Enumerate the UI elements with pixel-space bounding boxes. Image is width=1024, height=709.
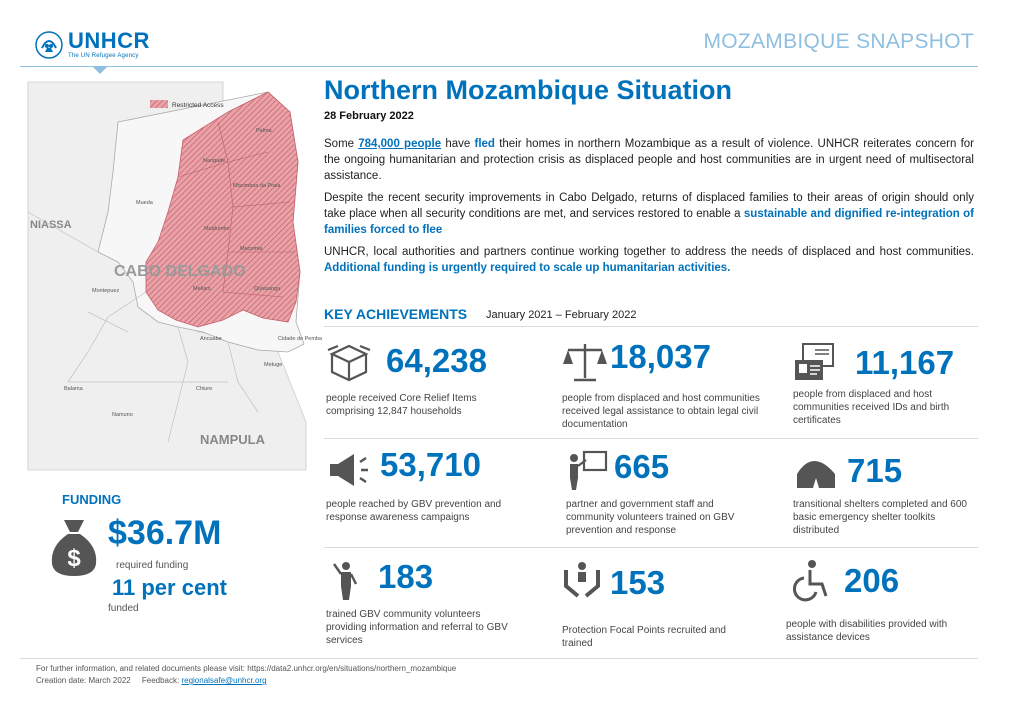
place-label: Nangade: [203, 158, 226, 164]
stat-value: 11,167: [855, 344, 955, 381]
stat-value: 18,037: [610, 338, 711, 375]
stat-value: 153: [610, 564, 666, 601]
stat-description: people reached by GBV prevention and response awareness campaigns: [326, 499, 502, 523]
id-card-icon: [793, 340, 839, 384]
place-label: Mueda: [136, 200, 153, 206]
trainer-icon: [566, 448, 612, 492]
place-label: Montepuez: [92, 288, 120, 294]
wheelchair-icon: [786, 558, 832, 602]
funding-amount: $36.7M: [108, 514, 222, 552]
funding-label: FUNDING: [62, 492, 122, 507]
stat-description: people from displaced and host communities received IDs and birth certificates: [793, 389, 950, 426]
volunteer-icon: [326, 558, 372, 602]
legend-swatch: [150, 100, 168, 108]
snapshot-title: MOZAMBIQUE SNAPSHOT: [703, 30, 974, 53]
stat-value: 53,710: [380, 446, 481, 483]
stat-description: people with disabilities provided with assistance devices: [786, 619, 948, 643]
summary-text: [324, 136, 974, 282]
header-divider: [20, 66, 978, 67]
stat-value: 64,238: [386, 342, 487, 379]
place-label: Chiure: [196, 386, 213, 392]
scales-icon: [562, 340, 608, 384]
summary-paragraph-2: Despite the recent security improvements in Cabo Delgado, returns of displaced families to their areas of origin should only take place when all security conditions are met, and services restored to enable a sustainable and dignified re-integration of families forced to flee: [324, 192, 974, 236]
place-label: Balama: [64, 386, 83, 392]
stat-description: people from displaced and host communities received legal assistance to obtain legal civil documentation: [562, 393, 760, 430]
province-label-nampula: NAMPULA: [200, 432, 265, 447]
section-divider: [324, 326, 978, 327]
stat-description: partner and government staff and community volunteers trained on GBV prevention and response: [566, 499, 735, 536]
stat-value: 183: [378, 558, 434, 595]
stat-description: people received Core Relief Items comprising 12,847 households: [326, 393, 477, 417]
unhcr-logo[interactable]: [34, 30, 150, 60]
creation-date: Creation date: March 2022: [36, 676, 131, 685]
footer-info-line: For further information, and related documents please visit: https://data2.unhcr.org/en/situations/northern_mozambique: [36, 664, 457, 673]
stat-value: 715: [847, 452, 903, 489]
place-label: Ancuabe: [200, 336, 222, 342]
report-date: 28 February 2022: [324, 110, 414, 122]
summary-paragraph-1: Some 784,000 people have fled their homes in northern Mozambique as a result of violence. UNHCR reiterates concern for the ongoing humanitarian and protection crisis as displaced people and host communities are in urgent need of multisectoral assistance.: [324, 138, 974, 182]
displaced-count-link[interactable]: 784,000 people: [358, 138, 442, 150]
megaphone-icon: [326, 448, 372, 492]
summary-paragraph-3: UNHCR, local authorities and partners continue working together to address the needs of displaced and host communities. Additional funding is urgently required to scale up humanitarian activities.: [324, 246, 974, 274]
place-label: Cidade de Pemba: [278, 336, 323, 342]
stat-value: 665: [614, 448, 670, 485]
footer-divider: [20, 658, 978, 659]
place-label: Metuge: [264, 362, 283, 368]
stat-description: Protection Focal Points recruited and trained: [562, 625, 726, 649]
province-map: [28, 82, 323, 470]
money-bag-icon: [46, 516, 102, 578]
place-label: Muidumbe: [204, 226, 230, 232]
protection-icon: [562, 558, 608, 602]
logo-wordmark: UNHCR: [68, 28, 150, 53]
funding-required-label: required funding: [116, 560, 189, 571]
footer-meta-line: [36, 675, 456, 687]
shelter-icon: [793, 448, 839, 492]
place-label: Palma: [256, 128, 272, 134]
logo-tagline: The UN Refugee Agency: [68, 53, 139, 59]
unhcr-emblem-icon: [34, 30, 64, 60]
place-label: Mocimboa da Praia: [233, 183, 281, 189]
key-achievements-title: KEY ACHIEVEMENTS: [324, 306, 468, 322]
stat-description: trained GBV community volunteers providing information and referral to GBV services: [326, 609, 508, 646]
place-label: Macomia: [240, 246, 263, 252]
footer: [36, 663, 456, 687]
map-legend-text: Restricted Access: [172, 102, 224, 109]
page-title: Northern Mozambique Situation: [324, 75, 732, 105]
header-caret: [92, 66, 108, 74]
key-achievements-period: January 2021 – February 2022: [486, 309, 637, 321]
box-icon: [326, 340, 372, 384]
svg-text:$: $: [67, 545, 81, 572]
row-divider: [324, 438, 978, 439]
feedback-email-link[interactable]: regionalsafe@unhcr.org: [181, 676, 267, 685]
province-label-niassa: NIASSA: [30, 219, 72, 231]
stat-value: 206: [844, 562, 900, 599]
place-label: Namuno: [112, 412, 133, 418]
feedback-label: Feedback:: [141, 676, 180, 685]
place-label: Meluco: [193, 286, 211, 292]
funding-funded-label: funded: [108, 603, 139, 614]
province-label-cabo-delgado: CABO DELGADO: [114, 263, 246, 280]
funding-percent: 11 per cent: [112, 575, 227, 600]
row-divider: [324, 547, 978, 548]
place-label: Quissanga: [254, 286, 281, 292]
stat-description: transitional shelters completed and 600 basic emergency shelter toolkits distributed: [793, 499, 967, 536]
